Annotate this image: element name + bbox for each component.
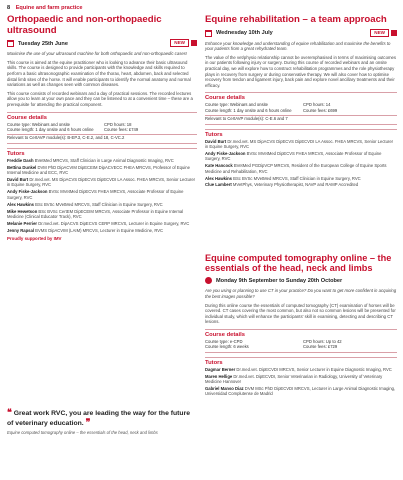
tutor-item: Mike Hewetson BSc BVSc CertEM DipECEIM MRCVS, Associate Professor in Equine Internal Medicine (Clinical Educator Track), RVC	[7, 208, 184, 219]
course-title: Orthopaedic and non-orthopaedic ultrasound	[7, 14, 162, 36]
course-description: This course is aimed at the equine practitioner who is looking to advance their basic ultrasound skills. The course is designed to provide participants with the knowledge and skills required to perform a basic ultrasonographic examination of the thorax, heart, abdomen, back and selected distal limb sites of the horse. It will enable participants to identify the normal anatomy and normal variations as well as changes seen with common diseases.	[7, 59, 191, 88]
course-fees: Course fees: £699	[303, 107, 338, 113]
course-date-row	[205, 29, 397, 38]
course-fees: Course fees: £729	[303, 344, 338, 350]
course-length: Course length: 1 day onsite and 6 hours online	[7, 126, 94, 132]
course-length: Course length: 6 weeks	[205, 344, 249, 350]
course-date-row	[205, 276, 397, 285]
details-heading: Course details	[7, 112, 197, 121]
clock-icon	[205, 277, 212, 284]
course-description: The value of the vet/physio relationship cannot be overemphasised in terms of maximising outcomes in our patients following injury or surgery. During this course of recorded webinars and an onsite practical day, we will explore how to construct rehabilitation programmes and the role physiotherapy plays in recovery from surgery or during conservative therapy. We will also cover how to optimise recovery from tendon and ligament injury, back pain and explore novel ancillary treatments and their efficacy.	[205, 54, 397, 88]
details-heading: Course details	[205, 92, 397, 101]
course-details	[7, 122, 197, 136]
tutors-heading: Tutors	[205, 357, 397, 366]
tutor-item: Melanie Perrier Dr.med.vet. DipACVS DipECVS CERP MRCVS, Lecturer in Equine Surgery, RVC	[7, 220, 190, 226]
course-details	[205, 339, 397, 353]
testimonial	[7, 408, 197, 435]
sponsor-note: Proudly supported by IMV	[7, 236, 62, 242]
tutor-list	[7, 158, 197, 233]
page-header	[7, 5, 83, 11]
course-details	[205, 102, 397, 116]
course-type: Course type: e-CPD	[205, 338, 243, 344]
open-quote-icon: ❝	[7, 407, 12, 417]
basket-icon[interactable]	[191, 40, 197, 46]
course-intro: Are you using or planning to use CT in your practice? Do you want to get more confident in acquiring the best images possible?	[205, 288, 397, 299]
tutor-item: Kate Hancock BVetMed PGDipVCP MRCVS, Resident of the European College of Equine Sports Medicine and Rehabilitation, RVC	[205, 163, 387, 174]
new-badge[interactable]	[370, 29, 397, 37]
calendar-icon	[205, 30, 212, 37]
course-title: Equine computed tomography online – the essentials of the head, neck and limbs	[205, 253, 392, 274]
tutor-item: Bettina Dunkel DVM PhD DipACVIM DipECEIM DipACVECC FHEA MRCVS, Professor of Equine Internal Medicine and ECC, RVC	[7, 164, 190, 176]
quote-source: Equine computed tomography online – the essentials of the head, neck and limbs	[7, 430, 158, 435]
details-heading: Course details	[205, 329, 397, 338]
new-label: NEW	[170, 39, 189, 47]
section-title: Equine and farm practice	[15, 5, 83, 11]
course-date: Wednesday 10th July	[216, 30, 273, 37]
course-description: During this online course the essentials of computed tomography (CT) examination of horses will be covered. CT cases covering the most common, but also not so common lesions will be presented for individual study, which will enhance the participants' skill in examining, detecting and describing CT lesions.	[205, 302, 396, 325]
new-label: NEW	[370, 29, 389, 37]
tutor-item: Andy Fiske-Jackson BVSc MVetMed DipECVS FHEA MRCVS, Associate Professor of Equine Surgery, RVC	[205, 150, 382, 162]
course-title: Equine rehabilitation – a team approach	[205, 14, 387, 25]
tutor-item: Clue Lambert MVetPhys, Veterinary Physiotherapist, NAVP and RAMP Accredited	[205, 182, 359, 188]
tutor-list	[205, 139, 397, 188]
course-fees: Course fees: £749	[104, 126, 139, 132]
tutor-item: Alex Hawkins BSc BVSc MVetMed MRCVS, Staff Clinician in Equine Surgery, RVC	[7, 201, 163, 207]
ct-course	[205, 253, 397, 398]
tutor-item: Andy Fiske-Jackson BVSc MVetMed DipECVS FHEA MRCVS, Associate Professor of Equine Surgery, RVC	[7, 189, 184, 200]
relevant-modules: Relevant to CertAVP module(s): B-EP.3, C-E.2, and 18, C-VC.2	[7, 135, 197, 143]
tutor-item: Jenny Rapsal BVMS DipACVIM (LAIM) MRCVS, Lecturer in Equine Medicine, RVC	[7, 227, 164, 233]
tutor-item: David Burt Dr.med.vet. MS DipACVS DipECVS DipECVDI LA Assoc. FHEA MRCVS, Senior Lecturer in Equine Surgery, RVC	[205, 138, 394, 149]
course-type: Course type: Webinars and onsite	[205, 102, 269, 108]
tutor-item: Maren Hellige Dr.med.vet. DipECVDI, Senior Veterinarian in Radiology, University of Veterinary Medicine Hannover	[205, 373, 383, 385]
tutor-item: Freddie Dash BVetMed MRCVS, Staff Clinician in Large Animal Diagnostic Imaging, RVC	[7, 157, 174, 163]
course-description-2: This course consists of recorded webinars and a day of practical sessions. The recorded lectures allow you to learn at your own pace and they can be listened to at a convenient time – these are a prerequisite for attending the practical component.	[7, 90, 193, 107]
tutor-list	[205, 367, 397, 397]
course-date: Monday 9th September to Sunday 20th October	[216, 277, 343, 284]
course-date-row	[7, 39, 197, 48]
basket-icon[interactable]	[391, 30, 397, 36]
course-intro: Enhance your knowledge and understanding of equine rehabilitation and maximise the benefits to your patients from a great rehydrated team.	[205, 40, 391, 52]
tutor-item: Alex Hawkins BSc BVSc MVetMed MRCVS, Staff Clinician in Equine Surgery, RVC	[205, 175, 361, 181]
tutors-heading: Tutors	[7, 148, 197, 157]
new-badge[interactable]	[170, 39, 197, 47]
tutor-item: Dagmar Berner Dr.med.vet. DipECVDI MRCVS, Senior Lecturer in Equine Diagnostic Imaging, RVC	[205, 366, 392, 372]
page-number: 8	[7, 5, 11, 11]
tutor-item: David Burt Dr.med.vet. MS DipACVS DipECVS DipECVDI LA Assoc. FHEA MRCVS, Senior Lecturer in Equine Surgery, RVC	[7, 176, 196, 188]
cpd-hours: CPD hours: 18	[104, 121, 132, 127]
course-length: Course length: 1 day onsite and 6 hours online	[205, 107, 292, 113]
cpd-hours: CPD hours: Up to 42	[303, 338, 342, 344]
cpd-hours: CPD hours: 14	[303, 102, 331, 108]
rehab-course	[205, 15, 397, 189]
tutor-item: Gabriel Manso Diaz DVM MSc PhD DipECVDI MRCVS, Lecturer in Large Animal Diagnostic Imaging, Universidad Complutense de Madrid	[205, 386, 396, 397]
quote-text: ❝ Great work RVC, you are leading the way for the future of veterinary education. ❞	[7, 407, 190, 427]
course-intro: Maximise the use of your ultrasound machine for both orthopaedic and non-orthopaedic cases!	[7, 51, 188, 57]
course-type: Course type: Webinars and onsite	[7, 121, 71, 127]
calendar-icon	[7, 40, 14, 47]
relevant-modules: Relevant to CertAVP module(s): C-E.6 and 7	[205, 116, 397, 124]
tutors-heading: Tutors	[205, 129, 397, 138]
course-date: Tuesday 25th June	[18, 40, 68, 47]
ultrasound-course	[7, 15, 197, 241]
close-quote-icon: ❞	[85, 417, 91, 427]
